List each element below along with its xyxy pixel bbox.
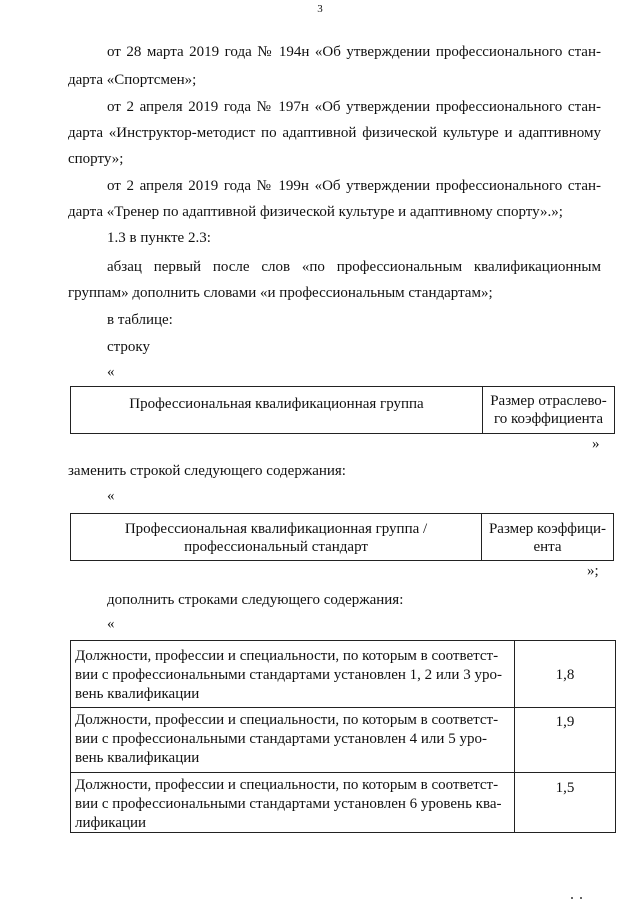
table-new-col2-line-1: Размер коэффици- xyxy=(488,521,607,537)
row-3-text-line-2: вии с профессиональными стандартами установлен 6 уровень ква- xyxy=(75,796,502,812)
row-1-value: 1,8 xyxy=(555,667,575,683)
paragraph-order-199n-line-1: от 2 апреля 2019 года № 199н «Об утверждении профессионального стан- xyxy=(107,178,601,194)
close-quote-semicolon: »; xyxy=(587,563,599,579)
paragraph-order-197n-line-3: спорту»; xyxy=(68,151,124,167)
table-old-col2-line-1: Размер отраслево- xyxy=(490,393,607,409)
open-quote-2: « xyxy=(107,488,115,504)
table-old-row xyxy=(70,386,615,434)
close-quote-1: » xyxy=(592,436,600,452)
open-quote-3: « xyxy=(107,616,115,632)
paragraph-order-194n-line-1: от 28 марта 2019 года № 194н «Об утверждении профессионального стан- xyxy=(107,44,601,60)
paragraph-first-abzac-line-2: группам» дополнить словами «и профессиональным стандартам»; xyxy=(68,285,493,301)
paragraph-first-abzac-line-1: абзац первый после слов «по профессиональным квалификационным xyxy=(107,259,601,275)
paragraph-in-table: в таблице: xyxy=(107,312,173,328)
paragraph-order-197n-line-2: дарта «Инструктор-методист по адаптивной физической культуре и адаптивному xyxy=(68,125,601,141)
paragraph-append: дополнить строками следующего содержания: xyxy=(107,592,404,608)
paragraph-order-199n-line-2: дарта «Тренер по адаптивной физической культуре и адаптивному спорту».»; xyxy=(68,204,563,220)
table-added-rows xyxy=(70,640,616,833)
paragraph-order-197n-line-1: от 2 апреля 2019 года № 197н «Об утверждении профессионального стан- xyxy=(107,99,601,115)
table-new-col1-line-2: профессиональный стандарт xyxy=(184,539,368,555)
scan-artifact xyxy=(580,897,582,899)
table-row-divider xyxy=(71,707,615,708)
row-2-text-line-1: Должности, профессии и специальности, по которым в соответст- xyxy=(75,712,499,728)
row-1-text-line-1: Должности, профессии и специальности, по которым в соответст- xyxy=(75,648,499,664)
scan-artifact xyxy=(571,897,573,899)
row-2-text-line-2: вии с профессиональными стандартами установлен 4 или 5 уро- xyxy=(75,731,487,747)
table-old-col1: Профессиональная квалификационная группа xyxy=(129,396,424,412)
paragraph-order-194n-line-2: дарта «Спортсмен»; xyxy=(68,72,197,88)
row-1-text-line-2: вии с профессиональными стандартами установлен 1, 2 или 3 уро- xyxy=(75,667,502,683)
table-new-col2-line-2: ента xyxy=(533,539,562,555)
row-3-text-line-1: Должности, профессии и специальности, по которым в соответст- xyxy=(75,777,499,793)
row-1-text-line-3: вень квалификации xyxy=(75,686,200,702)
row-2-text-line-3: вень квалификации xyxy=(75,750,200,766)
table-new-col1-line-1: Профессиональная квалификационная группа / xyxy=(124,521,428,537)
paragraph-row: строку xyxy=(107,339,150,355)
open-quote-1: « xyxy=(107,364,115,380)
table-new-row xyxy=(70,513,614,561)
paragraph-item-1-3: 1.3 в пункте 2.3: xyxy=(107,230,211,246)
page-number: 3 xyxy=(317,3,323,15)
table-row-divider xyxy=(71,772,615,773)
table-old-col2-line-2: го коэффициента xyxy=(493,411,604,427)
row-3-value: 1,5 xyxy=(555,780,575,796)
row-3-text-line-3: лификации xyxy=(75,815,147,831)
row-2-value: 1,9 xyxy=(555,714,575,730)
paragraph-replace: заменить строкой следующего содержания: xyxy=(68,463,346,479)
